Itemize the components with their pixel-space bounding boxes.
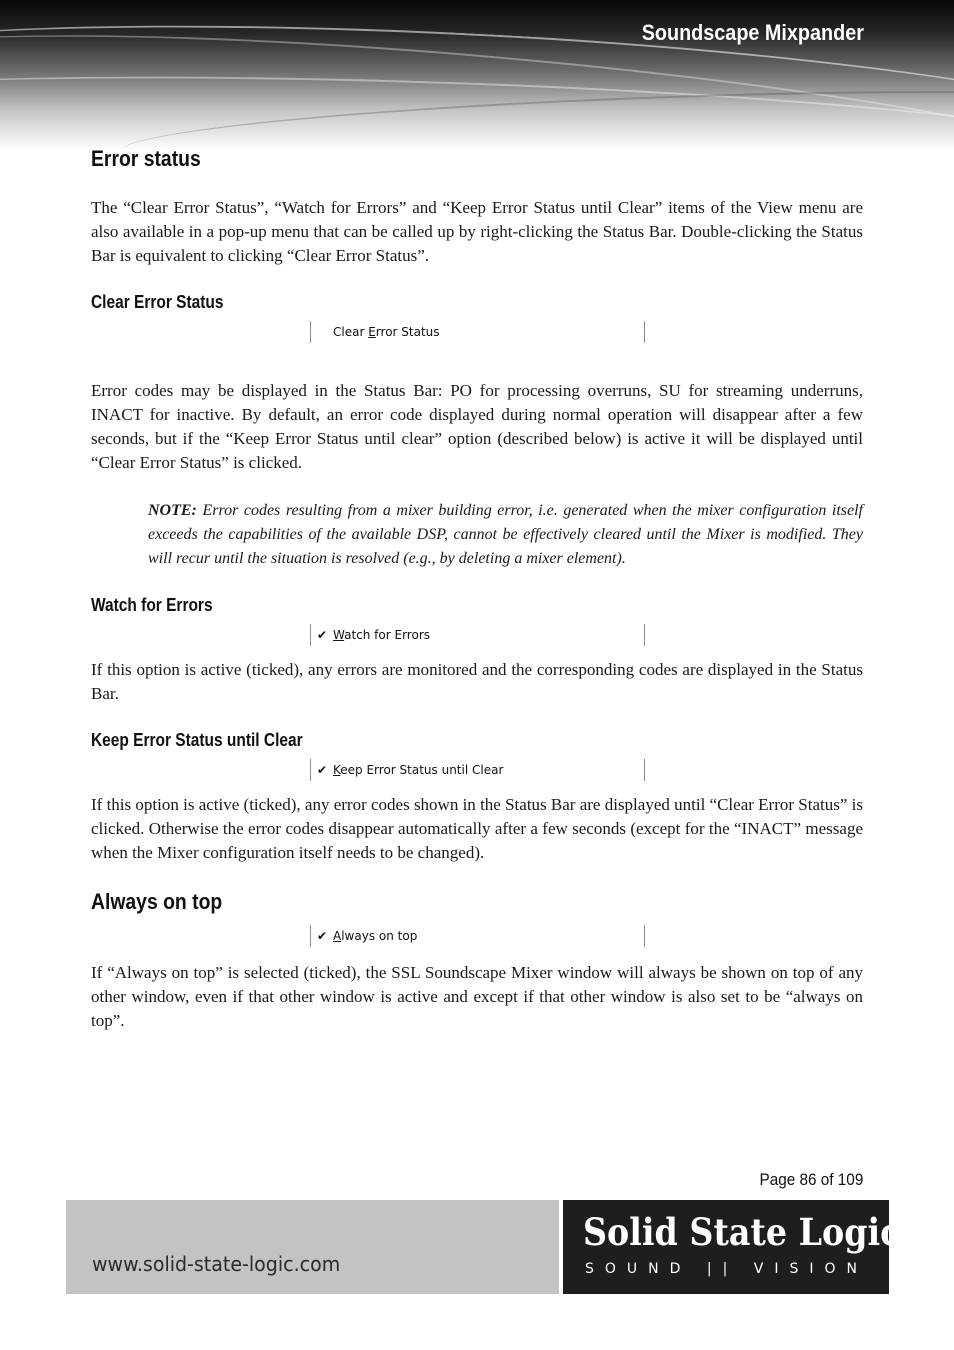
menu-item-always-on-top[interactable] — [310, 925, 645, 947]
menu-item-keep-error-status[interactable] — [310, 759, 645, 781]
note-paragraph — [148, 499, 863, 571]
brand-tagline: SOUND || VISION — [585, 1261, 868, 1277]
header-band — [0, 0, 954, 150]
menu-item-watch-for-errors[interactable] — [310, 624, 645, 646]
watch-for-errors-body: If this option is active (ticked), any errors are monitored and the corresponding codes are displayed in the Status Bar. — [91, 660, 863, 703]
brand-logo — [563, 1200, 901, 1294]
section-heading-always-on-top: Always on top — [91, 889, 223, 914]
checkmark-icon: ✔ — [316, 628, 328, 642]
section-heading-error-status: Error status — [91, 146, 201, 171]
menu-item-label: Clear Error Status — [333, 325, 440, 339]
checkmark-icon: ✔ — [316, 763, 328, 777]
menu-item-clear-error-status[interactable] — [310, 321, 645, 343]
always-on-top-body: If “Always on top” is selected (ticked), the SSL Soundscape Mixer window will always be shown on top of any other window, even if that other window is active and except if that other window is also set to be “always on top”. — [91, 963, 863, 1030]
keep-error-status-body: If this option is active (ticked), any error codes shown in the Status Bar are displayed until “Clear Error Status” is clicked. Otherwise the error codes disappear automatically after a few seconds (except for the “INACT” message when the Mixer configuration itself needs to be changed). — [91, 795, 863, 862]
note-text: Error codes resulting from a mixer building error, i.e. generated when the mixer configuration itself exceeds the capabilities of the available DSP, cannot be effectively cleared until the Mixer is modified. They will recur until the situation is resolved (e.g., by deleting a mixer element). — [148, 502, 863, 567]
subheading-keep-error-status: Keep Error Status until Clear — [91, 730, 303, 750]
brand-name: Solid State Logic — [583, 1210, 901, 1254]
document-title: Soundscape Mixpander — [641, 20, 864, 45]
subheading-watch-for-errors: Watch for Errors — [91, 595, 213, 615]
menu-item-label: Always on top — [333, 929, 418, 943]
menu-item-label: Watch for Errors — [333, 628, 431, 642]
page-content — [91, 146, 863, 1033]
website-url[interactable]: www.solid-state-logic.com — [92, 1252, 341, 1276]
subheading-clear-error-status: Clear Error Status — [91, 292, 224, 312]
note-label: NOTE: — [148, 502, 197, 519]
page-number: Page 86 of 109 — [759, 1170, 863, 1189]
footer-url-panel — [66, 1200, 559, 1294]
checkmark-icon: ✔ — [316, 929, 328, 943]
clear-error-status-body: Error codes may be displayed in the Status Bar: PO for processing overruns, SU for streaming underruns, INACT for inactive. By default, an error code displayed during normal operation will disappear after a few seconds, but if the “Keep Error Status until clear” option (described below) is active it will be displayed until “Clear Error Status” is clicked. — [91, 381, 863, 472]
menu-item-label: Keep Error Status until Clear — [333, 763, 504, 777]
error-status-intro: The “Clear Error Status”, “Watch for Errors” and “Keep Error Status until Clear” items of the View menu are also available in a pop-up menu that can be called up by right-clicking the Status Bar. Double-clicking the Status Bar is equivalent to clicking “Clear Error Status”. — [91, 198, 863, 265]
